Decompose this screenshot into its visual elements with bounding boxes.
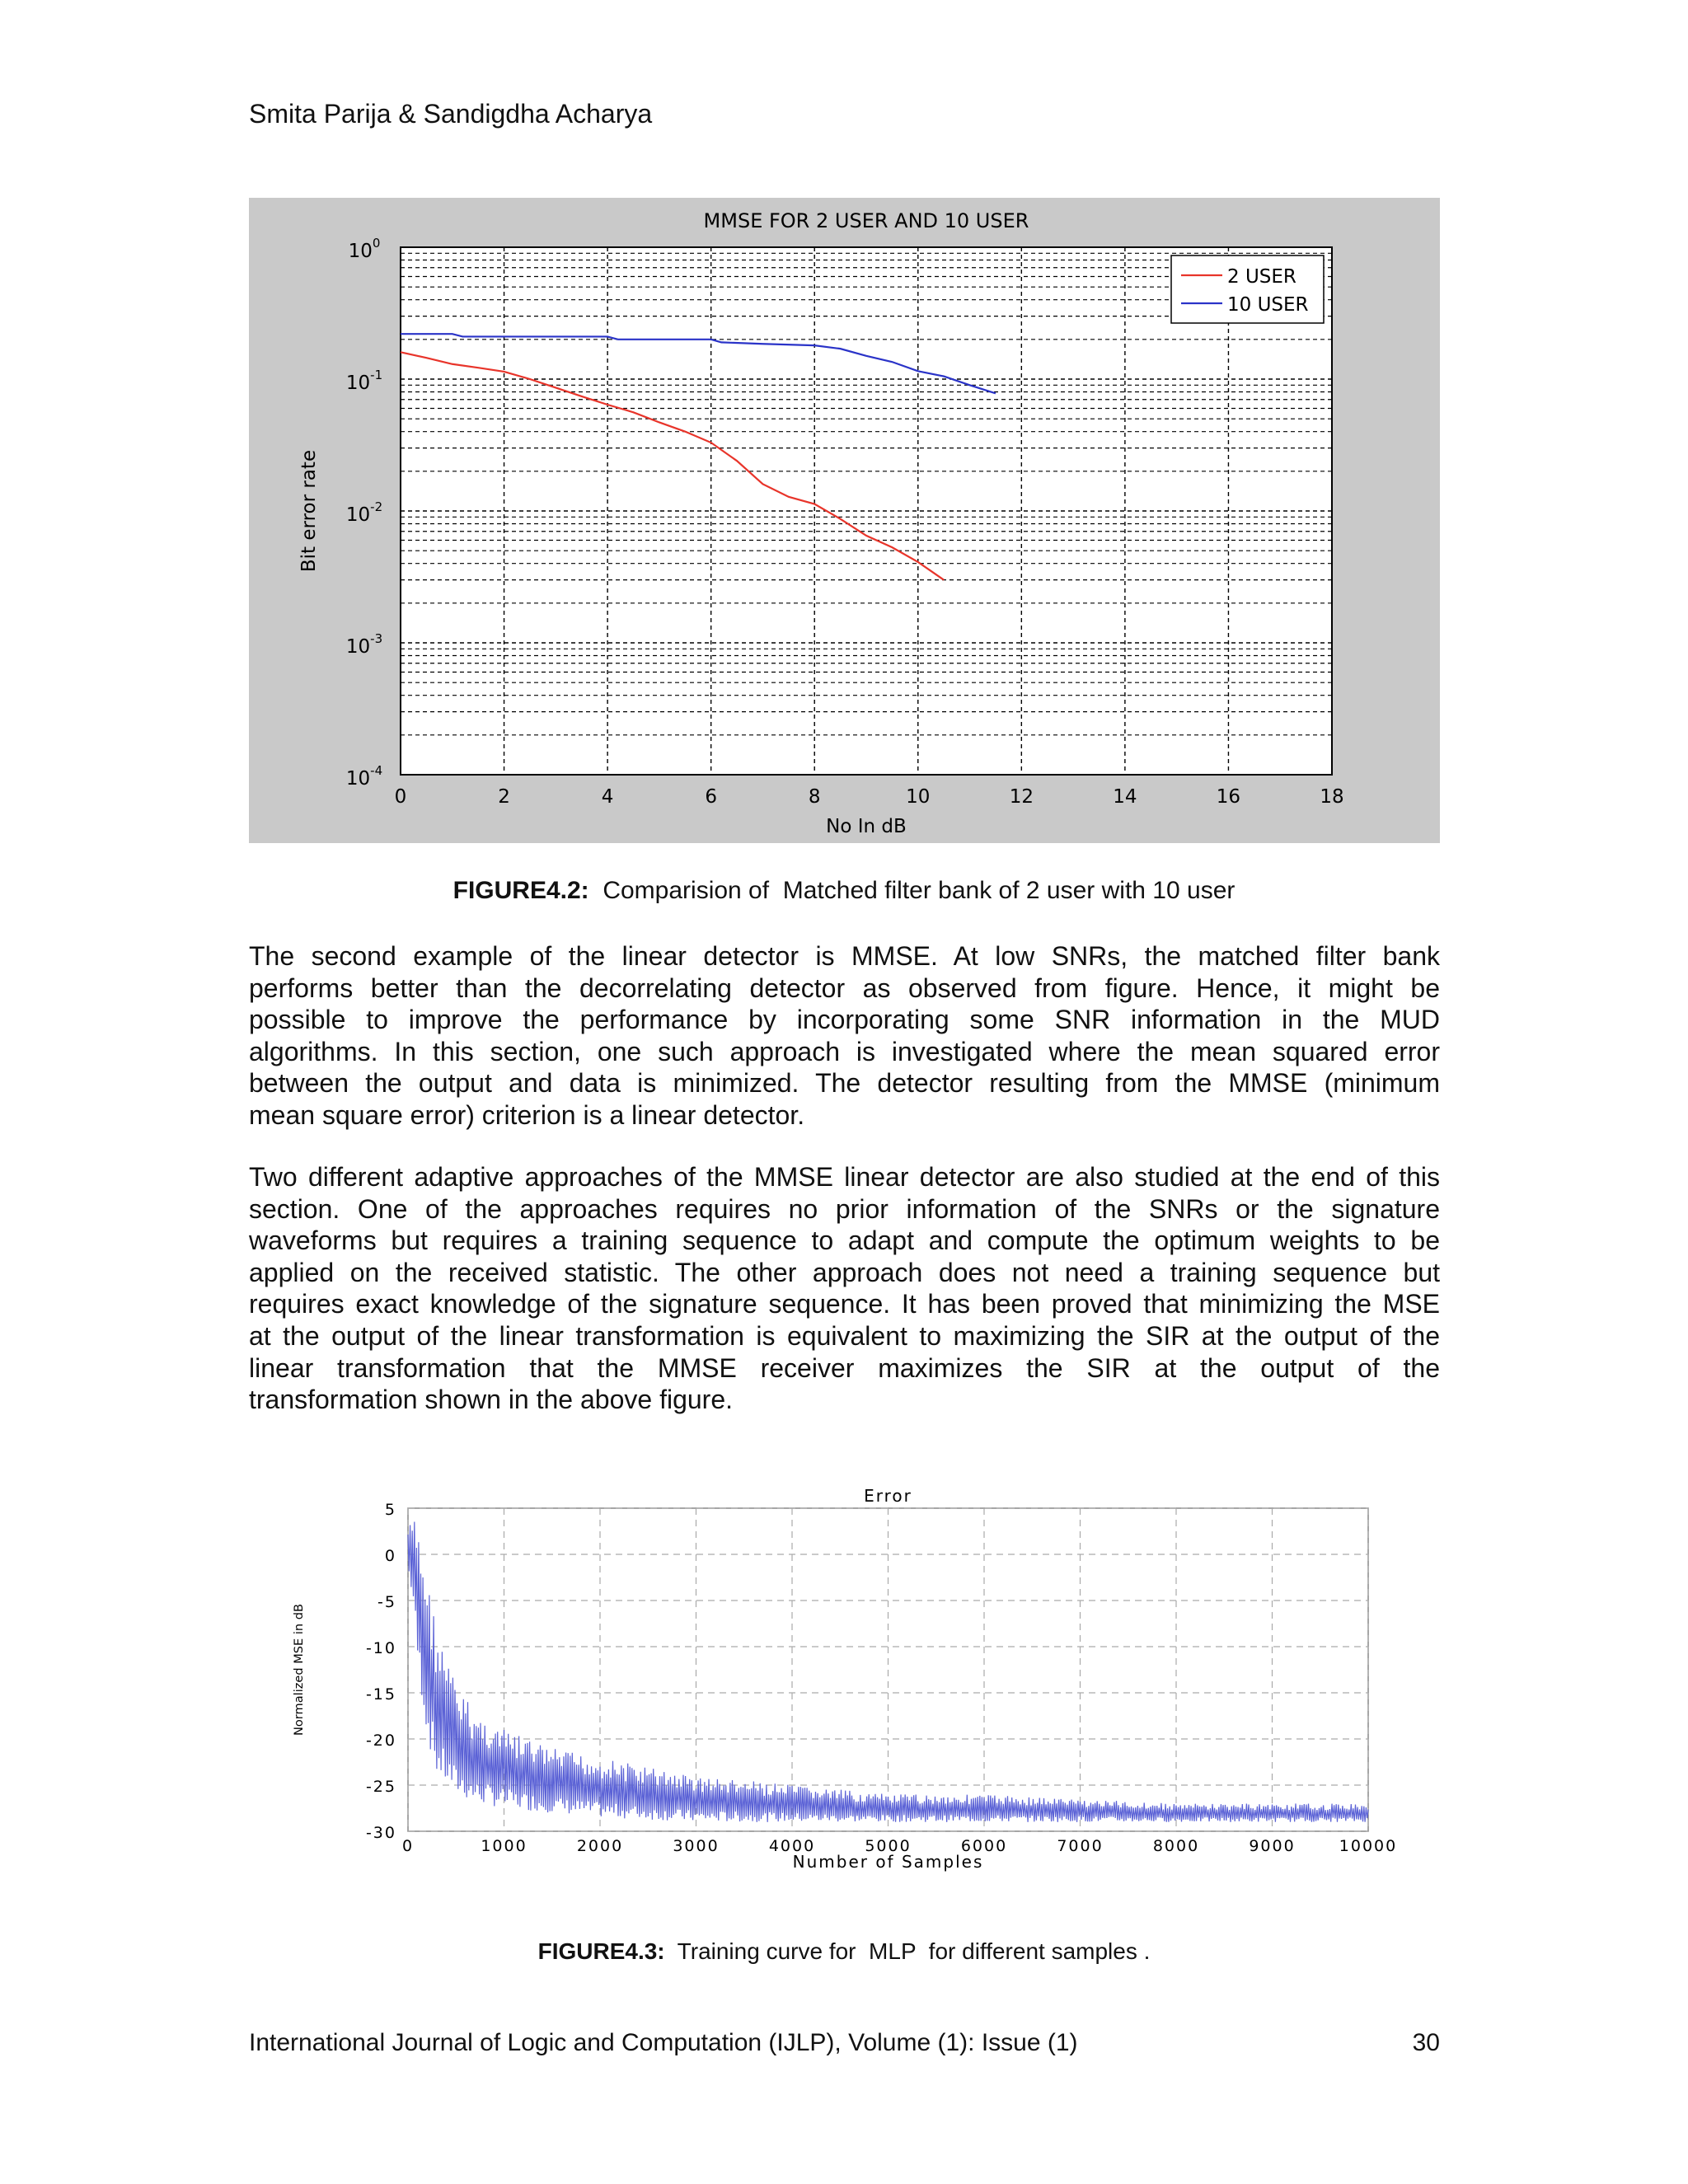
y-tick-label: $10^0$	[348, 236, 381, 262]
figure-4-3	[293, 1475, 1426, 1887]
paragraph-line: The second example of the linear detector is MMSE. At low SNRs, the matched filter bank	[249, 941, 1440, 971]
x-axis-label: No In dB	[826, 816, 907, 837]
body-paragraph-1	[249, 940, 1440, 1132]
figure-4-2-caption-label: FIGURE4.2:	[452, 877, 589, 904]
paragraph-line: transformation shown in the above figure.	[249, 1385, 733, 1415]
x-tick-label: 16	[1216, 786, 1241, 808]
paragraph-line: at the output of the linear transformation is equivalent to maximizing the SIR at the output of the	[249, 1320, 1440, 1351]
x-tick-label: 5000	[865, 1837, 912, 1855]
y-axis-label: Bit error rate	[298, 449, 320, 573]
x-axis-label: Number of Samples	[792, 1852, 984, 1872]
x-tick-label: 2	[498, 786, 510, 808]
y-tick-label: $10^{-1}$	[345, 368, 383, 394]
paragraph-line: linear transformation that the MMSE receiver maximizes the SIR at the output of the	[249, 1352, 1440, 1383]
training-error-chart	[293, 1475, 1426, 1887]
y-tick-label: -10	[365, 1639, 396, 1657]
y-tick-label: -15	[365, 1685, 396, 1704]
x-tick-label: 8	[808, 786, 821, 808]
paragraph-line: requires exact knowledge of the signature sequence. It has been proved that minimizing the MSE	[249, 1289, 1440, 1319]
journal-citation: International Journal of Logic and Computation (IJLP), Volume (1): Issue (1)	[249, 2029, 1078, 2056]
legend-label: 10 USER	[1227, 294, 1309, 316]
paragraph-line: possible to improve the performance by incorporating some SNR information in the MUD	[249, 1005, 1440, 1035]
y-tick-label: $10^{-2}$	[345, 499, 383, 526]
x-tick-label: 0	[401, 1837, 415, 1855]
x-tick-label: 6	[705, 786, 717, 808]
x-tick-label: 9000	[1249, 1837, 1296, 1855]
figure-4-2-caption	[0, 877, 1688, 905]
y-tick-label: -25	[365, 1778, 396, 1796]
y-tick-label: 5	[384, 1501, 396, 1519]
y-tick-label: 0	[384, 1547, 396, 1565]
x-tick-label: 4000	[768, 1837, 816, 1855]
body-paragraph-2	[249, 1161, 1440, 1416]
y-tick-label: $10^{-3}$	[345, 631, 383, 658]
figure-4-3-caption-label: FIGURE4.3:	[537, 1938, 665, 1964]
y-tick-label: $10^{-4}$	[345, 763, 383, 790]
x-tick-label: 7000	[1057, 1837, 1104, 1855]
paragraph-line: performs better than the decorrelating detector as observed from figure. Hence, it might be	[249, 972, 1440, 1003]
y-tick-label: -30	[365, 1824, 396, 1842]
x-tick-label: 6000	[960, 1837, 1008, 1855]
ber-chart	[249, 198, 1440, 843]
x-tick-label: 10	[906, 786, 931, 808]
paragraph-line: section. One of the approaches requires no prior information of the SNRs or the signature	[249, 1193, 1440, 1224]
chart-title: MMSE FOR 2 USER AND 10 USER	[703, 209, 1029, 232]
paragraph-line: applied on the received statistic. The other approach does not need a training sequence but	[249, 1257, 1440, 1287]
chart-title: Error	[864, 1486, 912, 1506]
y-axis-label: Normalized MSE in dB	[293, 1609, 306, 1736]
x-tick-label: 14	[1113, 786, 1137, 808]
paragraph-line: waveforms but requires a training sequence to adapt and compute the optimum weights to be	[249, 1226, 1440, 1256]
y-tick-label: -5	[377, 1593, 396, 1611]
paragraph-line: Two different adaptive approaches of the MMSE linear detector are also studied at the end of this	[249, 1162, 1440, 1192]
figure-4-2	[249, 198, 1440, 843]
x-tick-label: 0	[394, 786, 407, 808]
figure-4-2-caption-text: Comparision of Matched filter bank of 2 user with 10 user	[588, 877, 1236, 904]
paragraph-line: algorithms. In this section, one such approach is investigated where the mean squared error	[249, 1036, 1440, 1066]
x-tick-label: 1000	[481, 1837, 528, 1855]
paragraph-line: between the output and data is minimized. The detector resulting from the MMSE (minimum	[249, 1068, 1440, 1099]
page-number: 30	[1412, 2029, 1440, 2056]
paragraph-line: mean square error) criterion is a linear detector.	[249, 1099, 805, 1130]
legend-label: 2 USER	[1227, 266, 1296, 288]
x-tick-label: 12	[1009, 786, 1034, 808]
figure-4-3-caption	[0, 1938, 1688, 1965]
x-tick-label: 2000	[576, 1837, 624, 1855]
plot-area	[401, 247, 1332, 775]
figure-4-3-caption-text: Training curve for MLP for different samples .	[664, 1938, 1151, 1964]
x-tick-label: 3000	[673, 1837, 720, 1855]
x-tick-label: 8000	[1152, 1837, 1200, 1855]
x-tick-label: 10000	[1339, 1837, 1398, 1855]
page-footer	[249, 2029, 1440, 2057]
x-tick-label: 4	[601, 786, 614, 808]
y-tick-label: -20	[365, 1732, 396, 1750]
running-header: Smita Parija & Sandigdha Acharya	[249, 99, 653, 129]
x-tick-label: 18	[1320, 786, 1344, 808]
